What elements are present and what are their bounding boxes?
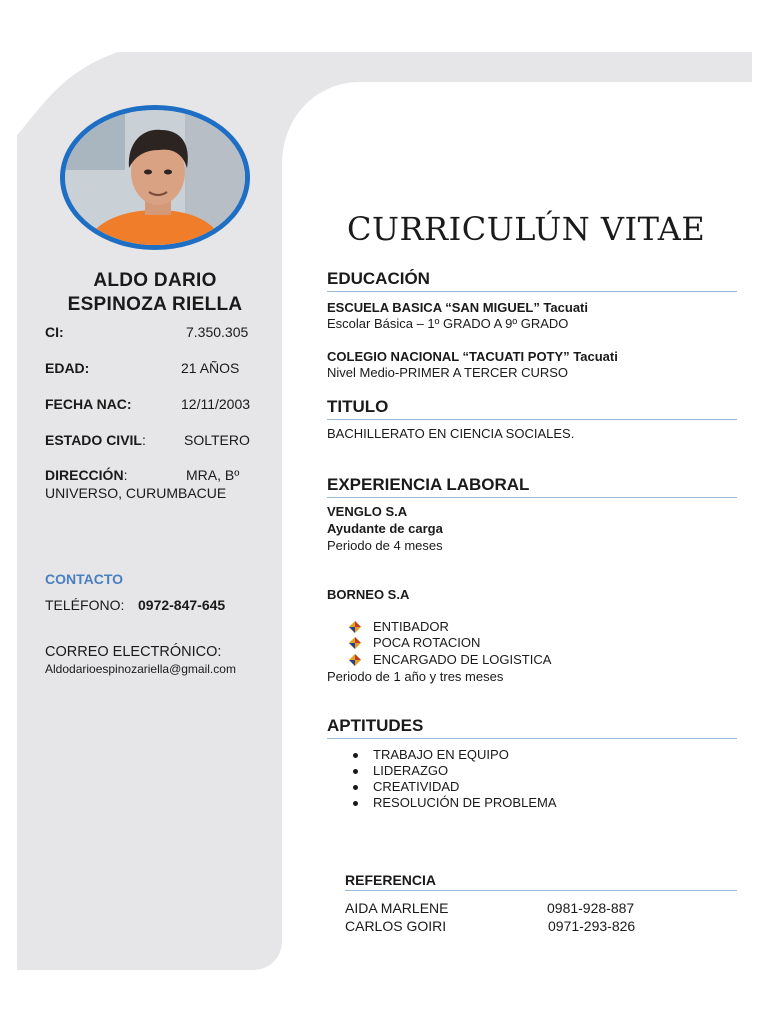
estado-civil-colon: : <box>141 432 146 448</box>
estado-civil-label-text: ESTADO CIVIL <box>45 432 142 448</box>
reference-name: AIDA MARLENE <box>345 900 449 916</box>
school1-name: ESCUELA BASICA “SAN MIGUEL” Tacuati <box>327 300 588 315</box>
ci-value: 7.350.305 <box>186 324 249 340</box>
diamond-bullet-icon <box>349 654 361 666</box>
job1-role: Ayudante de carga <box>327 521 443 536</box>
job2-task: POCA ROTACION <box>373 635 481 650</box>
edad-label: EDAD: <box>45 360 90 376</box>
job2-task: ENTIBADOR <box>373 619 449 634</box>
aptitude-item: TRABAJO EN EQUIPO <box>373 747 509 762</box>
school2-detail: Nivel Medio-PRIMER A TERCER CURSO <box>327 365 569 380</box>
profile-photo <box>60 105 250 250</box>
bullet-icon <box>353 769 358 774</box>
fecha-nac-value: 12/11/2003 <box>181 396 251 412</box>
name-line2: ESPINOZA RIELLA <box>67 294 243 315</box>
job1-company: VENGLO S.A <box>327 504 408 519</box>
document-title: CURRICULÚN VITAE <box>347 210 706 248</box>
bullet-icon <box>353 801 358 806</box>
telefono-value: 0972-847-645 <box>138 597 226 613</box>
diamond-bullet-icon <box>349 621 361 633</box>
school2-name: COLEGIO NACIONAL “TACUATI POTY” Tacuati <box>327 349 618 364</box>
estado-civil-value: SOLTERO <box>184 432 250 448</box>
school1-detail: Escolar Básica – 1º GRADO A 9º GRADO <box>327 316 569 331</box>
direccion-label <box>45 467 127 483</box>
bullet-icon <box>353 753 358 758</box>
bullet-icon <box>353 785 358 790</box>
job2-task: ENCARGADO DE LOGISTICA <box>373 652 552 667</box>
direccion-value-line1: MRA, Bº <box>186 467 240 483</box>
direccion-colon: : <box>123 467 128 483</box>
direccion-value-line2: UNIVERSO, CURUMBACUE <box>45 485 227 501</box>
referencia-heading: REFERENCIA <box>345 872 737 891</box>
telefono-label: TELÉFONO: <box>45 597 125 613</box>
correo-value[interactable]: Aldodarioespinozariella@gmail.com <box>45 662 236 676</box>
reference-name: CARLOS GOIRI <box>345 918 447 934</box>
aptitude-item: RESOLUCIÓN DE PROBLEMA <box>373 795 557 810</box>
direccion-label-text: DIRECCIÓN <box>45 467 124 483</box>
titulo-heading: TITULO <box>327 397 737 420</box>
aptitude-item: LIDERAZGO <box>373 763 449 778</box>
job1-period: Periodo de 4 meses <box>327 538 443 553</box>
educacion-heading: EDUCACIÓN <box>327 269 737 292</box>
fecha-nac-label: FECHA NAC: <box>45 396 132 412</box>
name-line1: ALDO DARIO <box>93 270 217 291</box>
ci-label: CI: <box>45 324 64 340</box>
aptitude-item: CREATIVIDAD <box>373 779 460 794</box>
reference-phone: 0971-293-826 <box>548 918 636 934</box>
job2-company: BORNEO S.A <box>327 587 410 602</box>
estado-civil-label <box>45 432 146 448</box>
correo-label: CORREO ELECTRÓNICO: <box>45 644 222 660</box>
reference-phone: 0981-928-887 <box>547 900 635 916</box>
titulo-value: BACHILLERATO EN CIENCIA SOCIALES. <box>327 426 575 441</box>
aptitudes-heading: APTITUDES <box>327 716 737 739</box>
job2-period: Periodo de 1 año y tres meses <box>327 669 504 684</box>
edad-value: 21 AÑOS <box>181 360 240 376</box>
experiencia-heading: EXPERIENCIA LABORAL <box>327 475 737 498</box>
contacto-heading: CONTACTO <box>45 571 124 587</box>
diamond-bullet-icon <box>349 637 361 649</box>
